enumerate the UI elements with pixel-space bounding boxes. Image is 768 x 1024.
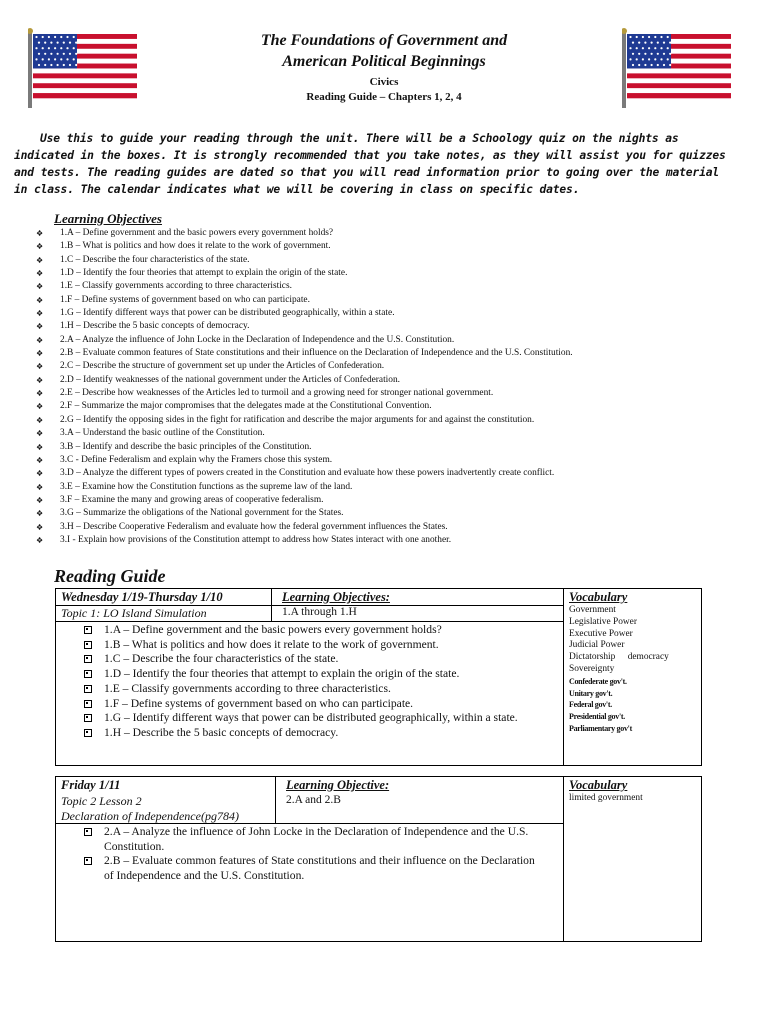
diamond-bullet-icon: ❖ [36, 375, 44, 385]
learning-objectives-list [36, 227, 746, 547]
learning-objective-text: 2.E – Describe how weaknesses of the Articles led to turmoil and a growing need for stronger national government. [60, 388, 494, 399]
section-objectives-range: 1.A through 1.H [282, 606, 357, 618]
square-bullet-icon [84, 700, 92, 708]
us-flag-right-icon [622, 28, 736, 108]
learning-objective-item [36, 400, 746, 413]
section-objective-item [82, 652, 562, 667]
section-objective-text: 1.G – Identify different ways that power can be distributed geographically, within a state. [104, 711, 518, 725]
learning-objective-item [36, 521, 746, 534]
section-objective-text: 2.B – Evaluate common features of State constitutions and their influence on the Declaration of Independence and the U.S. Constitution. [104, 854, 535, 883]
learning-objective-text: 2.D – Identify weaknesses of the national government under the Articles of Confederation. [60, 374, 401, 385]
learning-objective-item [36, 427, 746, 440]
diamond-bullet-icon: ❖ [36, 295, 44, 305]
learning-objective-text: 1.H – Describe the 5 basic concepts of democracy. [60, 321, 250, 332]
learning-objective-item [36, 494, 746, 507]
learning-objective-text: 1.G – Identify different ways that power can be distributed geographically, within a state. [60, 308, 395, 319]
flag-canton [627, 34, 671, 68]
learning-objective-text: 1.E – Classify governments according to three characteristics. [60, 281, 292, 292]
diamond-bullet-icon: ❖ [36, 229, 44, 238]
learning-objective-item [36, 320, 746, 333]
vocabulary-label: Vocabulary [569, 778, 628, 792]
vocab-term: Judicial Power [569, 640, 625, 651]
learning-objective-item [36, 227, 746, 240]
square-bullet-icon [84, 670, 92, 678]
diamond-bullet-icon: ❖ [36, 389, 44, 399]
learning-objective-item [36, 374, 746, 387]
section-objective-text: 1.E – Classify governments according to three characteristics. [104, 681, 391, 695]
section-objectives-label: Learning Objectives: [282, 590, 390, 604]
section-topic: Topic 2 Lesson 2 [61, 794, 142, 808]
learning-objective-item [36, 334, 746, 347]
diamond-bullet-icon: ❖ [36, 455, 44, 465]
learning-objective-text: 3.C - Define Federalism and explain why the Framers chose this system. [60, 454, 333, 465]
learning-objective-item [36, 441, 746, 454]
section-objective-item [82, 697, 562, 712]
learning-objective-text: 3.D – Analyze the different types of powers created in the Constitution and evaluate how these powers inadvertently create conflict. [60, 468, 555, 479]
course-name: Civics [369, 76, 399, 88]
learning-objective-text: 3.G – Summarize the obligations of the National government for the States. [60, 508, 344, 519]
reading-guide-section-2 [55, 776, 702, 942]
learning-objective-item [36, 307, 746, 320]
vocab-term: Unitary gov't. [569, 688, 613, 698]
diamond-bullet-icon: ❖ [36, 335, 44, 345]
learning-objective-item [36, 280, 746, 293]
section-objective-item [82, 682, 562, 697]
diamond-bullet-icon: ❖ [36, 349, 44, 359]
learning-objective-item [36, 254, 746, 267]
diamond-bullet-icon: ❖ [36, 442, 44, 452]
square-bullet-icon [84, 714, 92, 722]
diamond-bullet-icon: ❖ [36, 469, 44, 479]
learning-objective-item [36, 360, 746, 373]
section-objective-item [82, 711, 562, 726]
vocab-term: Government [569, 605, 616, 615]
square-bullet-icon [84, 641, 92, 649]
vocabulary-list [569, 793, 697, 805]
learning-objective-text: 1.F – Define systems of government based on who can participate. [60, 294, 310, 305]
diamond-bullet-icon: ❖ [36, 242, 44, 252]
section-objective-item [82, 726, 562, 741]
square-bullet-icon [84, 655, 92, 663]
learning-objective-text: 1.A – Define government and the basic powers every government holds? [60, 228, 334, 238]
diamond-bullet-icon: ❖ [36, 282, 44, 292]
diamond-bullet-icon: ❖ [36, 482, 44, 492]
learning-objective-item [36, 454, 746, 467]
diamond-bullet-icon: ❖ [36, 415, 44, 425]
learning-objective-item [36, 240, 746, 253]
section-objective-item [82, 638, 562, 653]
reading-guide-heading: Reading Guide [54, 566, 166, 586]
section-objective-text: 1.B – What is politics and how does it relate to the work of government. [104, 637, 439, 651]
section-objective-list [82, 825, 542, 884]
learning-objective-text: 2.F – Summarize the major compromises that the delegates made at the Constitutional Convention. [60, 401, 432, 412]
square-bullet-icon [84, 685, 92, 693]
learning-objective-text: 3.B – Identify and describe the basic principles of the Constitution. [60, 441, 312, 452]
learning-objective-text: 3.A – Understand the basic outline of the Constitution. [60, 428, 265, 439]
flag-pole [622, 28, 627, 108]
learning-objective-text: 1.D – Identify the four theories that attempt to explain the origin of the state. [60, 268, 348, 279]
diamond-bullet-icon: ❖ [36, 429, 44, 439]
section-objective-item [82, 854, 542, 883]
reading-guide-section-1 [55, 588, 702, 766]
us-flag-left-icon [28, 28, 142, 108]
diamond-bullet-icon: ❖ [36, 495, 44, 505]
section-objective-item [82, 623, 562, 638]
diamond-bullet-icon: ❖ [36, 535, 44, 545]
section-objectives-label: Learning Objective: [286, 778, 390, 792]
section-reading: Declaration of Independence(pg784) [61, 809, 239, 823]
learning-objective-text: 2.A – Analyze the influence of John Locke in the Declaration of Independence and the U.S. Constitution. [60, 334, 455, 345]
learning-objective-item [36, 414, 746, 427]
vocab-term: limited government [569, 793, 643, 803]
intro-paragraph: Use this to guide your reading through the unit. There will be a Schoology quiz on the nights as indicated in the boxes. It is strongly recommended that you take notes, as they will assist you for quizzes and tests. The reading guides are dated so that you will read information prior to going over the material in class. The calendar indicates what we will be covering in class on specific dates. [14, 132, 726, 196]
diamond-bullet-icon: ❖ [36, 309, 44, 319]
section-objective-item [82, 825, 542, 854]
section-objectives-range: 2.A and 2.B [286, 794, 341, 806]
document-subtitle: Reading Guide – Chapters 1, 2, 4 [306, 91, 462, 103]
vocab-term: Executive Power [569, 628, 633, 639]
learning-objective-item [36, 347, 746, 360]
vocabulary-label: Vocabulary [569, 590, 628, 604]
section-objective-text: 1.A – Define government and the basic powers every government holds? [104, 623, 442, 636]
learning-objective-text: 3.H – Describe Cooperative Federalism and evaluate how the federal government influences the States. [60, 521, 448, 532]
learning-objective-text: 2.C – Describe the structure of government set up under the Articles of Confederation. [60, 361, 385, 372]
section-date: Wednesday 1/19-Thursday 1/10 [61, 590, 223, 604]
section-objective-text: 2.A – Analyze the influence of John Locke in the Declaration of Independence and the U.S. Constitution. [104, 825, 529, 853]
learning-objective-item [36, 387, 746, 400]
section-objective-text: 1.F – Define systems of government based on who can participate. [104, 696, 414, 710]
learning-objective-item [36, 534, 746, 547]
diamond-bullet-icon: ❖ [36, 255, 44, 265]
flag-pole [28, 28, 33, 108]
flag-canton [33, 34, 77, 68]
vocab-term: Parliamentary gov't [569, 723, 632, 733]
section-objective-text: 1.D – Identify the four theories that attempt to explain the origin of the state. [104, 667, 460, 681]
section-objective-list [82, 623, 562, 741]
diamond-bullet-icon: ❖ [36, 509, 44, 519]
vocab-term: Legislative Power [569, 616, 637, 627]
learning-objective-text: 2.G – Identify the opposing sides in the fight for ratification and describe the major arguments for and against the constitution. [60, 414, 535, 425]
learning-objective-text: 3.F – Examine the many and growing areas of cooperative federalism. [60, 494, 324, 505]
learning-objective-text: 1.C – Describe the four characteristics of the state. [60, 254, 250, 265]
diamond-bullet-icon: ❖ [36, 522, 44, 532]
square-bullet-icon [84, 857, 92, 865]
vocab-term: Sovereignty [569, 663, 615, 674]
learning-objective-text: 1.B – What is politics and how does it relate to the work of government. [60, 241, 331, 252]
diamond-bullet-icon: ❖ [36, 362, 44, 372]
learning-objective-item [36, 481, 746, 494]
section-date: Friday 1/11 [61, 778, 121, 792]
diamond-bullet-icon: ❖ [36, 402, 44, 412]
learning-objective-text: 3.E – Examine how the Constitution functions as the supreme law of the land. [60, 481, 353, 492]
square-bullet-icon [84, 626, 92, 634]
learning-objective-item [36, 267, 746, 280]
document-header [180, 30, 588, 105]
square-bullet-icon [84, 828, 92, 836]
vocab-term: Confederate gov't. [569, 676, 627, 686]
section-objective-text: 1.H – Describe the 5 basic concepts of democracy. [104, 725, 339, 739]
document-title-line1: The Foundations of Government and [260, 32, 508, 49]
section-topic: Topic 1: LO Island Simulation [61, 606, 207, 620]
section-objective-item [82, 667, 562, 682]
vocabulary-list [569, 605, 697, 735]
learning-objective-item [36, 467, 746, 480]
section-objective-text: 1.C – Describe the four characteristics of the state. [104, 652, 339, 666]
vocab-term: Federal gov't. [569, 700, 612, 710]
square-bullet-icon [84, 729, 92, 737]
learning-objectives-heading: Learning Objectives [54, 211, 162, 226]
diamond-bullet-icon: ❖ [36, 269, 44, 279]
document-title-line2: American Political Beginnings [282, 53, 486, 70]
learning-objective-item [36, 507, 746, 520]
learning-objective-text: 3.I - Explain how provisions of the Constitution attempt to address how States interact with one another. [60, 534, 452, 545]
learning-objective-text: 2.B – Evaluate common features of State constitutions and their influence on the Declaration of Independence and the U.S. Constitution. [60, 348, 573, 359]
diamond-bullet-icon: ❖ [36, 322, 44, 332]
vocab-term: Presidential gov't. [569, 712, 625, 722]
vocab-term: Dictatorship democracy [569, 652, 669, 663]
learning-objective-item [36, 294, 746, 307]
